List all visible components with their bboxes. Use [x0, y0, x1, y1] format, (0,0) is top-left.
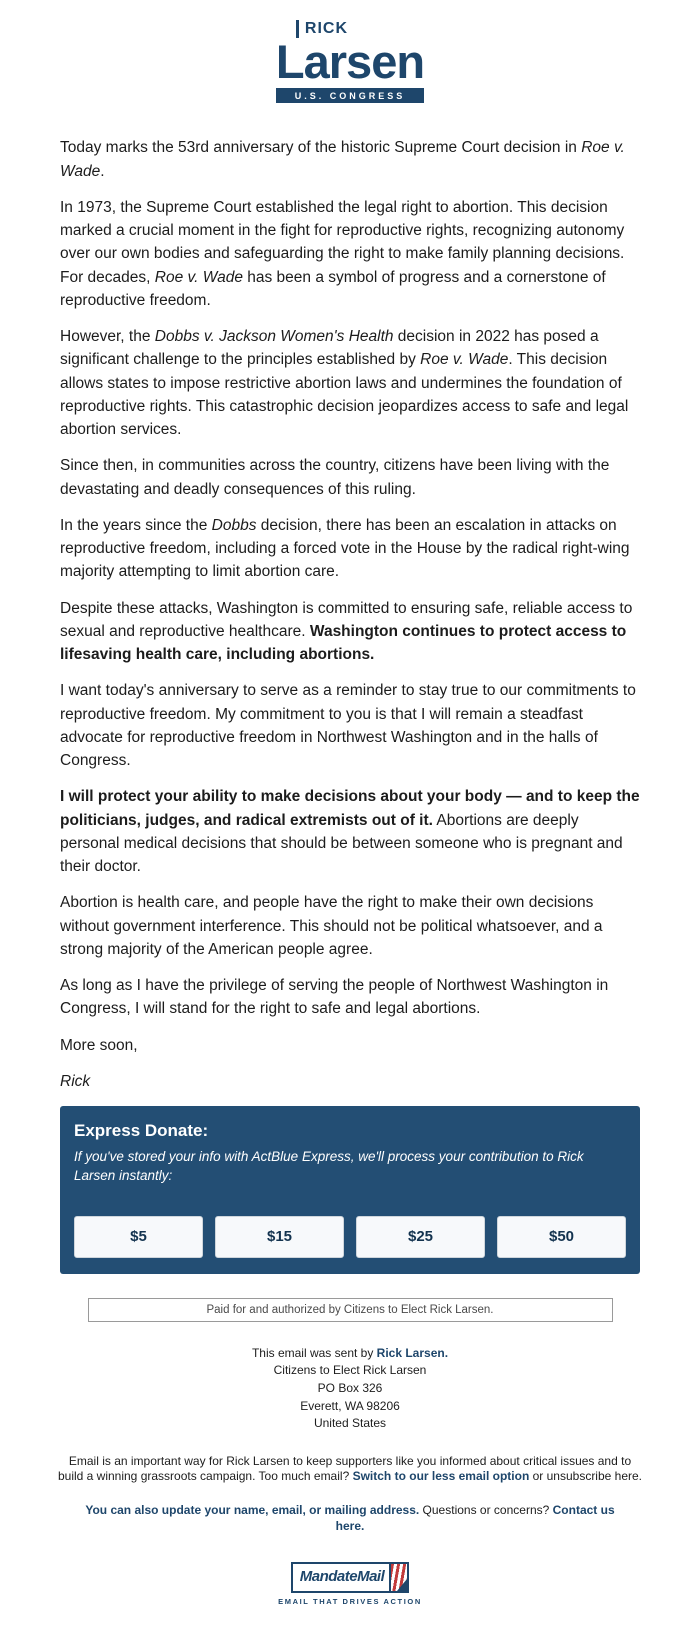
sender-address: [0, 1363, 700, 1431]
text-run: However, the: [60, 328, 155, 346]
paragraph: [60, 136, 640, 183]
text-run: Dobbs: [211, 516, 257, 534]
text-run: has been a symbol of progress and a cornerstone of reproductive freedom.: [60, 268, 606, 309]
address-line: Citizens to Elect Rick Larsen: [273, 1363, 427, 1378]
text-run: Dobbs v. Jackson Women's Health: [154, 328, 394, 346]
mandatemail-logo: [0, 1562, 700, 1606]
address-line: United States: [313, 1416, 387, 1431]
update-contact-text: [80, 1503, 620, 1534]
logo-first-name: RICK: [296, 20, 424, 38]
paragraph: [60, 597, 640, 667]
paragraph: [60, 679, 640, 772]
paragraph: [60, 1034, 640, 1057]
text-run: Abortion is health care, and people have the right to make their own decisions without government interference. This should not be political whatsoever, and a strong majority of the American people agree.: [60, 894, 603, 958]
text-link[interactable]: Switch to our less email option: [352, 1469, 530, 1484]
text-run: I will protect your ability to make decisions about your body — and to keep the politicians, judges, and radical extremists out of it.: [60, 788, 640, 829]
email-footer: [0, 1346, 700, 1607]
mandatemail-wordmark: MandateMail: [299, 1568, 385, 1586]
express-donate-box: [60, 1106, 640, 1274]
mandatemail-box: [291, 1562, 410, 1593]
paragraph: [60, 785, 640, 878]
text-run: or unsubscribe here.: [529, 1469, 643, 1484]
address-line: Everett, WA 98206: [300, 1398, 400, 1413]
donate-button-50[interactable]: $50: [497, 1216, 626, 1258]
text-run: Today marks the 53rd anniversary of the historic Supreme Court decision in: [60, 139, 582, 157]
paragraph: [60, 196, 640, 312]
disclaimer-box: [88, 1298, 613, 1322]
paragraph: [60, 514, 640, 584]
text-run: More soon,: [60, 1036, 138, 1054]
logo-banner: U.S. CONGRESS: [276, 88, 424, 103]
sent-by-line: [0, 1346, 700, 1362]
text-run: In 1973, the Supreme Court established the legal right to abortion. This decision marked a crucial moment in the fight for reproductive rights, recognizing autonomy over our own bodies and safeguarding the right to make family planning decisions. For decades,: [60, 198, 625, 286]
text-run: Email is an important way for Rick Larsen to keep supporters like you informed about critical issues and to build a winning grassroots campaign. Too much email?: [57, 1453, 632, 1484]
text-run: I want today's anniversary to serve as a reminder to stay true to our commitments to reproductive freedom. My commitment to you is that I will remain a steadfast advocate for reproductive freedom in Northwest Washington and in the halls of Congress.: [60, 682, 636, 770]
text-run: decision, there has been an escalation in attacks on reproductive freedom, including a forced vote in the House by the radical right-wing majority attempting to limit abortion care.: [60, 516, 630, 581]
disclaimer-text: Paid for and authorized by Citizens to Elect Rick Larsen.: [206, 1303, 494, 1316]
text-run: decision in 2022 has posed a significant challenge to the principles established by: [60, 328, 599, 369]
text-run: In the years since the: [60, 516, 212, 534]
text-run: Since then, in communities across the country, citizens have been living with the devastating and deadly consequences of this ruling.: [60, 457, 610, 498]
flag-icon: [389, 1564, 407, 1591]
text-run: Rick: [60, 1072, 91, 1090]
email-body: [60, 136, 640, 1093]
text-run: Despite these attacks, Washington is committed to ensuring safe, reliable access to sexual and reproductive healthcare.: [60, 599, 633, 640]
mandatemail-tagline: EMAIL THAT DRIVES ACTION: [278, 1596, 422, 1606]
text-run: . This decision allows states to impose restrictive abortion laws and undermines the foundation of reproductive rights. This catastrophic decision jeopardizes access to safe and legal abortion services.: [60, 351, 629, 439]
text-run: Roe v. Wade: [420, 351, 509, 369]
text-link[interactable]: Contact us here.: [335, 1503, 615, 1533]
text-run: .: [100, 162, 105, 180]
donate-title: Express Donate:: [74, 1121, 209, 1141]
email-preferences-text: [57, 1454, 643, 1485]
donate-button-25[interactable]: $25: [356, 1216, 485, 1258]
paragraph: [60, 454, 640, 501]
text-link[interactable]: You can also update your name, email, or mailing address.: [85, 1503, 420, 1518]
text-run: Roe v. Wade: [154, 268, 243, 286]
campaign-logo: [0, 20, 700, 104]
text-run: Questions or concerns?: [419, 1503, 553, 1518]
logo-last-name: Larsen: [275, 35, 425, 89]
donate-amounts-row: [74, 1216, 626, 1258]
address-line: PO Box 326: [317, 1381, 383, 1396]
text-link[interactable]: Rick Larsen.: [376, 1345, 449, 1360]
text-run: As long as I have the privilege of serving the people of Northwest Washington in Congress, I will stand for the right to safe and legal abortions.: [60, 977, 609, 1018]
paragraph: [60, 325, 640, 441]
text-run: Washington continues to protect access to lifesaving health care, including abortions.: [60, 622, 627, 664]
text-run: Abortions are deeply personal medical decisions that should be between someone who is pregnant and their doctor.: [60, 811, 623, 876]
campaign-logo-inner: [276, 20, 424, 103]
text-run: This email was sent by: [251, 1345, 377, 1360]
donate-button-15[interactable]: $15: [215, 1216, 344, 1258]
paragraph: [60, 1070, 640, 1093]
paragraph: [60, 974, 640, 1021]
donate-subtitle: If you've stored your info with ActBlue Express, we'll process your contribution to Rick Larsen instantly:: [74, 1149, 584, 1183]
text-run: Roe v. Wade: [60, 139, 625, 180]
donate-button-5[interactable]: $5: [74, 1216, 203, 1258]
paragraph: [60, 891, 640, 961]
